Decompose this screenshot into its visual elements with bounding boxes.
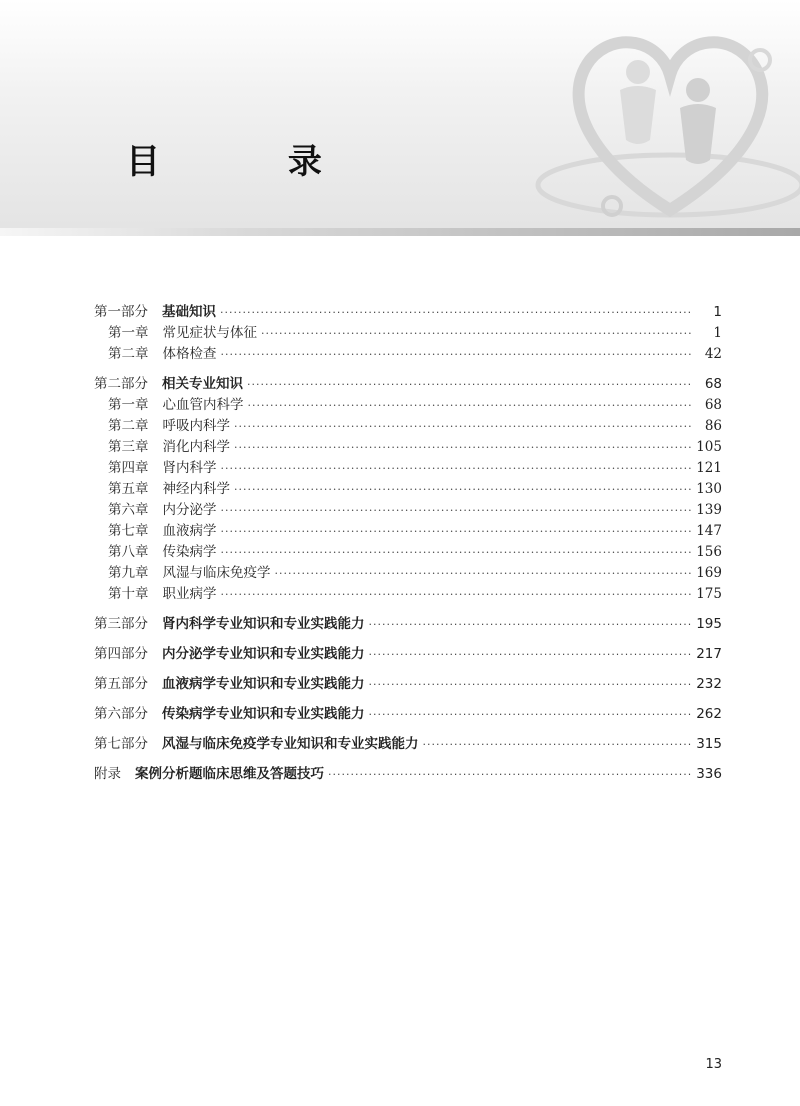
toc-part-row[interactable]	[94, 374, 722, 395]
toc-entry-page: 68	[704, 376, 722, 392]
toc-entry-page: 175	[696, 586, 722, 602]
toc-part-row[interactable]	[94, 734, 722, 755]
toc-chapter-row[interactable]	[94, 563, 722, 584]
toc-entry-label: 第三章	[108, 439, 149, 455]
toc-entry-title: 传染病学	[162, 544, 217, 560]
dot-leader	[275, 563, 693, 584]
toc-entry-title: 常见症状与体征	[162, 325, 257, 341]
dot-leader	[234, 416, 692, 437]
toc-entry-title: 风湿与临床免疫学	[162, 565, 271, 581]
toc-entry-page: 147	[696, 523, 722, 539]
toc-entry-page: 217	[696, 646, 722, 662]
toc-entry-label: 第一部分	[94, 304, 148, 320]
dot-leader	[221, 542, 693, 563]
toc-entry-label: 第二章	[108, 346, 149, 362]
dot-leader	[369, 704, 693, 725]
toc-entry-title: 内分泌学专业知识和专业实践能力	[162, 646, 365, 662]
dot-leader	[221, 500, 693, 521]
toc-chapter-row[interactable]	[94, 437, 722, 458]
page-number: 13	[705, 1057, 722, 1072]
toc-entry-title: 相关专业知识	[162, 376, 243, 392]
toc-entry-page: 130	[696, 481, 722, 497]
dot-leader	[248, 395, 693, 416]
toc-entry-title: 基础知识	[162, 304, 216, 320]
dot-leader	[221, 344, 693, 365]
table-of-contents	[94, 302, 722, 785]
toc-entry-label: 第二章	[108, 418, 149, 434]
toc-entry-page: 262	[696, 706, 722, 722]
page-title: 目 录	[126, 142, 380, 182]
toc-entry-label: 第七部分	[94, 736, 148, 752]
toc-entry-label: 第六部分	[94, 706, 148, 722]
toc-entry-title: 呼吸内科学	[162, 418, 230, 434]
toc-entry-title: 体格检查	[162, 346, 217, 362]
toc-entry-title: 血液病学	[162, 523, 217, 539]
dot-leader	[369, 644, 693, 665]
dot-leader	[221, 521, 693, 542]
dot-leader	[247, 374, 692, 395]
toc-entry-label: 第十章	[108, 586, 149, 602]
toc-entry-title: 内分泌学	[162, 502, 217, 518]
dot-leader	[423, 734, 693, 755]
dot-leader	[221, 584, 693, 605]
toc-chapter-row[interactable]	[94, 542, 722, 563]
toc-chapter-row[interactable]	[94, 584, 722, 605]
toc-part-row[interactable]	[94, 764, 722, 785]
toc-entry-page: 139	[696, 502, 722, 518]
toc-chapter-row[interactable]	[94, 395, 722, 416]
dot-leader	[234, 479, 692, 500]
toc-entry-label: 第二部分	[94, 376, 148, 392]
toc-part-row[interactable]	[94, 302, 722, 323]
dot-leader	[328, 764, 692, 785]
toc-chapter-row[interactable]	[94, 416, 722, 437]
toc-entry-title: 风湿与临床免疫学专业知识和专业实践能力	[162, 736, 419, 752]
toc-entry-label: 第九章	[108, 565, 149, 581]
toc-chapter-row[interactable]	[94, 500, 722, 521]
toc-part-row[interactable]	[94, 614, 722, 635]
toc-chapter-row[interactable]	[94, 323, 722, 344]
toc-chapter-row[interactable]	[94, 458, 722, 479]
toc-entry-label: 第一章	[108, 397, 149, 413]
toc-entry-title: 肾内科学专业知识和专业实践能力	[162, 616, 365, 632]
toc-entry-page: 336	[696, 766, 722, 782]
toc-entry-page: 86	[704, 418, 722, 434]
dot-leader	[369, 614, 693, 635]
dot-leader	[221, 458, 693, 479]
toc-entry-title: 肾内科学	[162, 460, 217, 476]
toc-entry-title: 传染病学专业知识和专业实践能力	[162, 706, 365, 722]
toc-entry-page: 232	[696, 676, 722, 692]
toc-entry-label: 第四部分	[94, 646, 148, 662]
toc-entry-title: 血液病学专业知识和专业实践能力	[162, 676, 365, 692]
toc-entry-label: 第三部分	[94, 616, 148, 632]
toc-part-row[interactable]	[94, 644, 722, 665]
toc-entry-title: 案例分析题临床思维及答题技巧	[135, 766, 324, 782]
toc-part-row[interactable]	[94, 674, 722, 695]
toc-entry-label: 第五部分	[94, 676, 148, 692]
toc-chapter-row[interactable]	[94, 344, 722, 365]
toc-entry-page: 1	[713, 304, 722, 320]
toc-chapter-row[interactable]	[94, 521, 722, 542]
toc-chapter-row[interactable]	[94, 479, 722, 500]
dot-leader	[220, 302, 692, 323]
dot-leader	[369, 674, 693, 695]
dot-leader	[261, 323, 692, 344]
toc-entry-title: 心血管内科学	[162, 397, 244, 413]
toc-entry-page: 169	[696, 565, 722, 581]
toc-entry-page: 121	[696, 460, 722, 476]
toc-entry-label: 第六章	[108, 502, 149, 518]
toc-entry-title: 神经内科学	[162, 481, 230, 497]
dot-leader	[234, 437, 692, 458]
toc-entry-title: 消化内科学	[162, 439, 230, 455]
toc-part-row[interactable]	[94, 704, 722, 725]
toc-entry-label: 第八章	[108, 544, 149, 560]
toc-entry-label: 第七章	[108, 523, 149, 539]
toc-entry-page: 195	[696, 616, 722, 632]
toc-entry-label: 第四章	[108, 460, 149, 476]
toc-entry-page: 105	[696, 439, 722, 455]
toc-entry-label: 第一章	[108, 325, 149, 341]
toc-entry-page: 1	[713, 325, 722, 341]
heart-figures-logo-icon	[520, 20, 800, 230]
toc-entry-label: 第五章	[108, 481, 149, 497]
toc-entry-label: 附录	[94, 766, 121, 782]
toc-entry-page: 156	[696, 544, 722, 560]
toc-entry-page: 315	[696, 736, 722, 752]
toc-entry-page: 68	[704, 397, 722, 413]
toc-entry-title: 职业病学	[162, 586, 217, 602]
toc-entry-page: 42	[704, 346, 722, 362]
